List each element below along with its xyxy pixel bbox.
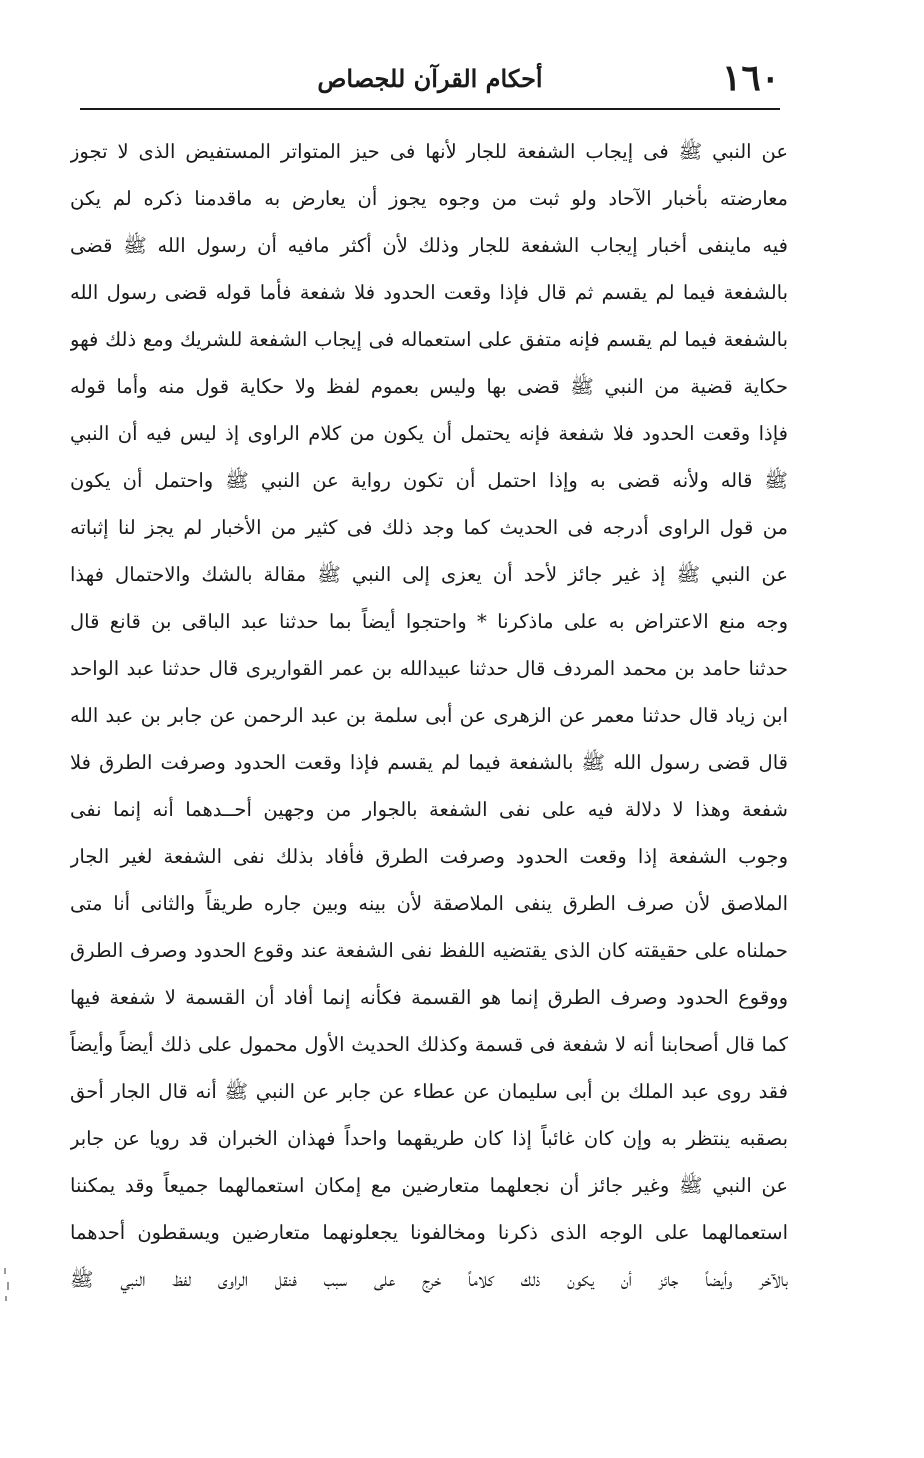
text-line: عن النبي ﷺ وغير جائز أن نجعلهما متعارضين مع إمكان استعمالهما جميعاً وقد يمكننا <box>70 1174 788 1197</box>
text-line: شفعة وهذا لا دلالة فيه على نفى الشفعة بالجوار من وجهين أحــدهما أنه إنما نفى <box>70 798 788 821</box>
running-header <box>80 58 780 102</box>
text-line: معارضته بأخبار الآحاد ولو ثبت من وجوه يجوز أن يعارض به ماقدمنا ذكره لم يكن <box>70 187 788 210</box>
body-text <box>70 128 788 1303</box>
text-line: عن النبي ﷺ إذ غير جائز لأحد أن يعزى إلى النبي ﷺ مقالة بالشك والاحتمال فهذا <box>70 563 788 586</box>
text-line: بالشفعة فيما لم يقسم ثم قال فإذا وقعت الحدود فلا شفعة فأما قوله قضى رسول الله <box>70 281 788 304</box>
text-line: استعمالهما على الوجه الذى ذكرنا ومخالفونا يجعلونهما متعارضين ويسقطون أحدهما <box>70 1221 788 1244</box>
text-line: وجوب الشفعة إذا وقعت الحدود وصرفت الطرق فأفاد بذلك نفى الشفعة لغير الجار <box>70 845 788 868</box>
text-line: فقد روى عبد الملك بن أبى سليمان عن عطاء عن جابر عن النبي ﷺ أنه قال الجار أحق <box>70 1080 788 1103</box>
text-line: فيه ماينفى أخبار إيجاب الشفعة للجار وذلك لأن أكثر مافيه أن رسول الله ﷺ قضى <box>70 234 788 257</box>
text-line: فإذا وقعت الحدود فلا شفعة فإنه يحتمل أن يكون من كلام الراوى إذ ليس فيه أن النبي <box>70 422 788 445</box>
text-line: بالشفعة فيما لم يقسم فإنه متفق على استعماله فى إيجاب الشفعة للشريك ومع ذلك فهو <box>70 328 788 351</box>
text-line: الملاصق لأن صرف الطرق ينفى الملاصقة لأن بينه وبين جاره طريقاً والثانى أنا متى <box>70 892 788 915</box>
margin-scan-marks <box>2 1268 12 1308</box>
header-title: أحكام القرآن للجصاص <box>317 64 543 93</box>
text-line: وجه منع الاعتراض به على ماذكرنا * واحتجوا أيضاً بما حدثنا عبد الباقى بن قانع قال <box>70 610 788 633</box>
text-line: حملناه على حقيقته كان الذى يقتضيه اللفظ نفى الشفعة عند وقوع الحدود وصرف الطرق <box>70 939 788 962</box>
header-divider <box>80 108 780 110</box>
text-line: بصقبه ينتظر به وإن كان غائباً إذا كان طريقهما واحداً فهذان الخبران قد رويا عن جابر <box>70 1127 788 1150</box>
text-line: قال قضى رسول الله ﷺ بالشفعة فيما لم يقسم فإذا وقعت الحدود وصرفت الطرق فلا <box>70 751 788 774</box>
text-line: حدثنا حامد بن محمد المردف قال حدثنا عبيدالله بن عمر القواريرى قال حدثنا عبد الواحد <box>70 657 788 680</box>
text-line: بالآخر وأيضاً جائز أن يكون ذلك كلاماً خرج على سبب فنقل الراوى لفظ النبي ﷺ <box>70 1268 788 1291</box>
text-line: من قول الراوى أدرجه فى الحديث كما وجد ذلك فى كثير من الأخبار لم يجز لنا إثباته <box>70 516 788 539</box>
text-line: كما قال أصحابنا أنه لا شفعة فى قسمة وكذلك الحديث الأول محمول على ذلك أيضاً وأيضاً <box>70 1033 788 1056</box>
text-line: عن النبي ﷺ فى إيجاب الشفعة للجار لأنها فى حيز المتواتر المستفيض الذى لا تجوز <box>70 140 788 163</box>
page-number: ١٦٠ <box>721 57 780 99</box>
text-line: ابن زياد قال حدثنا معمر عن الزهرى عن أبى سلمة بن عبد الرحمن عن جابر بن عبد الله <box>70 704 788 727</box>
text-line: ﷺ قاله ولأنه قضى به وإذا احتمل أن تكون رواية عن النبي ﷺ واحتمل أن يكون <box>70 469 788 492</box>
text-line: حكاية قضية من النبي ﷺ قضى بها وليس بعموم لفظ ولا حكاية قول منه وأما قوله <box>70 375 788 398</box>
text-line: ووقوع الحدود وصرف الطرق إنما هو القسمة فكأنه إنما أفاد أن القسمة لا شفعة فيها <box>70 986 788 1009</box>
